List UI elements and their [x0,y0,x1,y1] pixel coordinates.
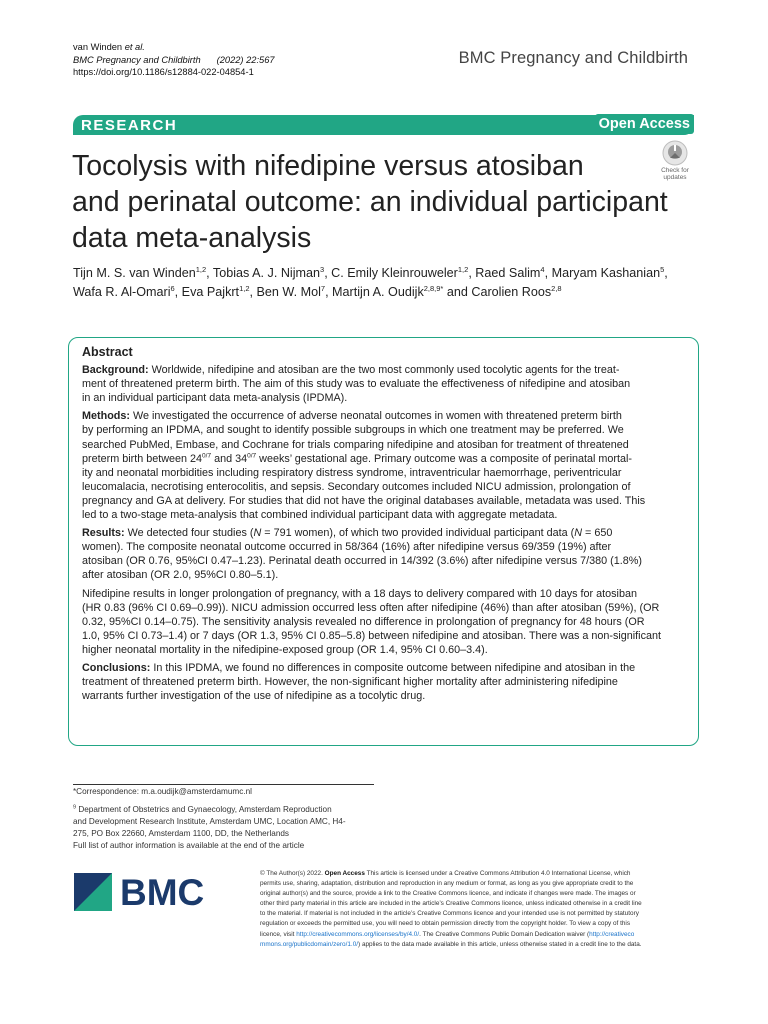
results-label: Results: [82,527,125,540]
affiliation-note [73,804,346,852]
license-line: regulation or exceeds the permitted use, you will need to obtain permission directly from the copyright holder. To view a copy of this [260,920,631,928]
background-label: Background: [82,364,149,377]
author-line-1 [73,264,703,283]
license-line: permits use, sharing, adaptation, distribution and reproduction in any medium or format, as long as you give appropriate credit to the [260,880,634,888]
abstract-text: higher neonatal mortality in the nifedipine-exposed group (OR 1.4, 95% CI 0.60–3.4). [82,643,488,656]
abstract-text: 1.0, 95% CI 0.73–1.4) or 7 days (OR 1.3, 95% CI 0.85–5.8) between nifedipine and atosiban. There was a non-significant [82,629,661,642]
author-affil: 6 [170,283,175,293]
affiliation-text: and Development Research Institute, Amsterdam UMC, Location AMC, H4- [73,816,346,826]
author-name: , Martijn A. Oudijk [325,284,424,299]
abstract-background [82,363,686,405]
author-separator: , [664,266,668,280]
bmc-logo-text: BMC [120,872,205,913]
author-affil: 2,8,9* [423,283,444,293]
license-line: to the material. If material is not included in the article’s Creative Commons licence and your intended use is not permitted by statutory [260,910,639,918]
conclusions-label: Conclusions: [82,661,151,674]
abstract-methods [82,409,686,522]
abstract-text: (HR 0.83 (96% CI 0.69–0.99)). NICU admission occurred less often after nifedipine (46%) than after atosiban (59%), (OR [82,601,660,614]
author-line-2 [73,283,703,302]
et-al: et al. [124,42,145,52]
abstract-text: ment of threatened preterm birth. The aim of this study was to evaluate the effectiveness of nifedipine and atosiban [82,378,631,391]
author-short: van Winden [73,42,123,52]
cc0-link[interactable]: http://creativeco [589,930,635,938]
journal-italic: BMC Pregnancy and Childbirth [73,54,201,65]
check-for-updates-icon [662,140,688,166]
abstract-text: women). The composite neonatal outcome occurred in 58/364 (16%) after nifedipine versus 69/359 (19%) after [82,541,612,554]
abstract-text: by performing an IPDMA, and sought to identify possible subgroups in which one treatment may be preferred. We [82,424,624,437]
full-author-info-note: Full list of author information is available at the end of the article [73,840,305,850]
check-for-updates-badge[interactable] [655,140,695,181]
abstract-text: treatment of threatened preterm birth. However, the non-significant higher mortality after administering nifedipine [82,676,618,689]
correspondence-note [73,786,252,798]
abstract-text: leucomalacia, necrotising enterocolitis, and sepsis. Secondary outcomes included NICU admission, prolongation of [82,480,631,493]
abstract-text: 0.32, 95%CI 0.14–0.75). The sensitivity analysis revealed no difference in prolongation of pregnancy for 48 hours (OR [82,615,645,628]
abstract-conclusions [82,661,686,703]
license-line: original author(s) and the source, provide a link to the Creative Commons licence, and indicate if changes were made. The images or [260,890,636,898]
abstract-text: pregnancy and GA at delivery. For studies that did not have the original databases available, metadata was used. This [82,494,646,507]
affiliation-text: Department of Obstetrics and Gynaecology, Amsterdam Reproduction [76,805,332,814]
author-name: , Raed Salim [468,266,541,280]
author-name: , Tobias A. J. Nijman [206,266,321,280]
cfu-line1: Check for [661,167,689,174]
abstract-heading: Abstract [82,345,133,359]
methods-label: Methods: [82,410,130,423]
title-line: data meta-analysis [72,222,312,254]
author-name: , C. Emily Kleinrouweler [324,266,458,280]
abstract-text: preterm birth between $24^{0/7}$ and $34^{0/7}$ weeks’ gestational age. Primary outcome was a composite of perinatal mortal- [82,452,633,465]
author-affil: 1,2 [239,283,250,293]
abstract-box [68,337,699,746]
abstract-results-continued [82,587,686,657]
author-name: Wafa R. Al-Omari [73,284,171,299]
license-line: other third party material in this article are included in the article’s Creative Commons licence, unless indicated otherwise in a credit line [260,900,642,908]
author-affil: 5 [660,264,665,274]
affiliation-text: 275, PO Box 22660, Amsterdam 1100, DD, the Netherlands [73,828,290,838]
author-affil: 2,8 [551,283,562,293]
author-name: , Eva Pajkrt [174,284,240,299]
author-name: Tijn M. S. van Winden [73,266,196,280]
author-affil: 3 [320,264,325,274]
journal-name: BMC Pregnancy and Childbirth [458,49,688,67]
abstract-text: ity and neonatal morbidities including respiratory distress syndrome, intraventricular haemorrhage, periventricular [82,466,622,479]
author-affil: 1,2 [457,264,469,274]
year-volume: (2022) 22:567 [216,54,275,65]
cc0-link-cont[interactable]: mmons.org/publicdomain/zero/1.0/ [260,940,359,948]
license-text: © The Author(s) 2022. Open Access This article is licensed under a Creative Commons Attribution 4.0 International License, which permits use, sharing, adaptation, distribution and reproduction in any medium or format, as long as you give appropriate credit to the original author(s) and the source, provide a link to the Creative Commons licence, and indicate if changes were made. The images or other third party material in this article are included in the article’s Creative Commons licence, unless indicated otherwise in a credit line to the material. If material is not included in the article’s Creative Commons licence and your intended use is not permitted by statutory regulation or exceeds the permitted use, you will need to obtain permission directly from the copyright holder. To view a copy of this licence, visit http://creativecommons.org/licenses/by/4.0/. The Creative Commons Public Domain Dedication waiver (http://creativeco mmons.org/publicdomain/zero/1.0/) applies to the data made available in this article, unless otherwise stated in a credit line to the data. [260,869,700,950]
citation-header [73,41,275,79]
author-affil: 1,2 [195,264,207,274]
footnote-divider [73,784,374,785]
bmc-logo [74,871,216,913]
abstract-text: warrants further investigation of the use of nifedipine as a tocolytic drug. [82,690,426,703]
title-line: and perinatal outcome: an individual participant [72,186,668,218]
abstract-text: In this IPDMA, we found no differences in composite outcome between nifedipine and atosiban in the [150,661,636,674]
cc-by-link[interactable]: http://creativecommons.org/licenses/by/4.0/ [296,930,420,938]
author-name: , Maryam Kashanian [544,266,661,280]
abstract-text: Worldwide, nifedipine and atosiban are the two most commonly used tocolytic agents for the treat- [148,364,620,377]
abstract-text: led to a two-stage meta-analysis that combined individual participant data with aggregate metadata. [82,509,558,522]
research-label: RESEARCH [81,117,178,134]
author-affil: 7 [320,283,326,293]
abstract-text: We investigated the occurrence of adverse neonatal outcomes in women with threatened preterm birth [129,410,622,423]
author-name: and Carolien Roos [443,284,552,299]
author-affil: 4 [540,264,545,274]
article-title [72,148,712,256]
correspondence-text[interactable]: *Correspondence: m.a.oudijk@amsterdamumc.nl [73,787,252,796]
abstract-text: after atosiban (OR 2.0, 95%CI 0.80–5.1). [82,569,279,582]
open-access-label: Open Access [595,114,694,134]
affiliation-sup: 9 [73,804,77,811]
title-line: Tocolysis with nifedipine versus atosiban [72,150,584,182]
abstract-text: in an individual participant data meta-analysis (IPDMA). [82,392,348,405]
author-list [73,264,703,301]
cfu-line2: updates [663,174,687,181]
doi-link[interactable]: https://doi.org/10.1186/s12884-022-04854-1 [73,67,254,78]
abstract-text: atosiban (OR 0.76, 95%CI 0.47–1.23). Perinatal death occurred in 14/392 (3.6%) after nifedipine versus 7/380 (1.8%) [82,555,642,568]
abstract-results: Results: We detected four studies (N = 791 women), of which two provided individual participant data (N = 650 women). The composite neonatal outcome occurred in 58/364 (16%) after nifedipine versus 69/359 (19%) after atosiban (OR 0.76, 95%CI 0.47–1.23). Perinatal death occurred in 14/392 (3.6%) after nifedipine versus 7/380 (1.8%) after atosiban (OR 2.0, 95%CI 0.80–5.1). [82,526,686,582]
abstract-text: Nifedipine results in longer prolongation of pregnancy, with a 18 days to delivery compared with 10 days for atosiban [82,587,637,600]
author-name: , Ben W. Mol [249,284,321,299]
abstract-text: searched PubMed, Embase, and Cochrane for trials comparing nifedipine and atosiban for treatment of threatened [82,438,629,451]
